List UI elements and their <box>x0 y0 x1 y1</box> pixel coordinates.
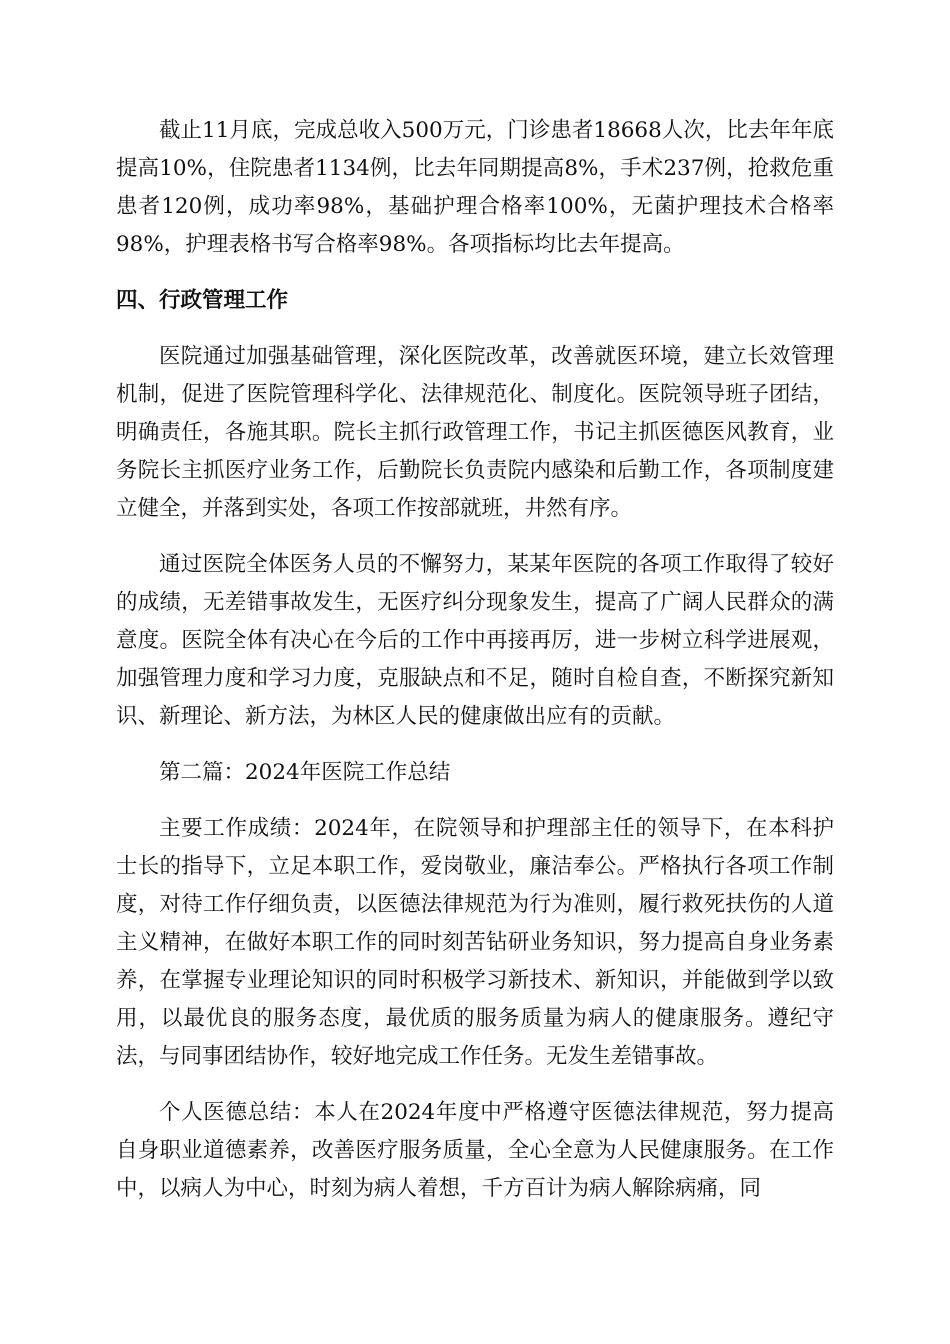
section-heading-administration: 四、行政管理工作 <box>116 288 289 313</box>
paragraph-conclusion: 通过医院全体医务人员的不懈努力，某某年医院的各项工作取得了较好的成绩，无差错事故发生，无医疗纠分现象发生，提高了广阔人民群众的满意度。医院全体有决心在今后的工作中再接再厉，进一步树立科学进展观，加强管理力度和学习力度，克服缺点和不足，随时自检自查，不断探究新知识、新理论、新方法，为林区人民的健康做出应有的贡献。 <box>116 552 834 729</box>
paragraph-administration: 医院通过加强基础管理，深化医院改革，改善就医环境，建立长效管理机制，促进了医院管理科学化、法律规范化、制度化。医院领导班子团结，明确责任，各施其职。院长主抓行政管理工作，书记主抓医德医风教育，业务院长主抓医疗业务工作，后勤院长负责院内感染和后勤工作，各项制度建立健全，并落到实处，各项工作按部就班，井然有序。 <box>116 344 834 521</box>
section-title-part-two: 第二篇：2024年医院工作总结 <box>159 760 451 785</box>
paragraph-statistics: 截止11月底，完成总收入500万元，门诊患者18668人次，比去年年底提高10%，住院患者1134例，比去年同期提高8%，手术237例，抢救危重患者120例，成功率98%，基础护理合格率100%，无菌护理技术合格率98%，护理表格书写合格率98%。各项指标均比去年提高。 <box>116 118 834 257</box>
paragraph-medical-ethics: 个人医德总结：本人在2024年度中严格遵守医德法律规范，努力提高自身职业道德素养，改善医疗服务质量，全心全意为人民健康服务。在工作中，以病人为中心，时刻为病人着想，千方百计为病人解除病痛，同 <box>116 1100 834 1201</box>
document-page <box>116 112 834 1226</box>
paragraph-work-achievements: 主要工作成绩：2024年，在院领导和护理部主任的领导下，在本科护士长的指导下，立足本职工作，爱岗敬业，廉洁奉公。严格执行各项工作制度，对待工作仔细负责，以医德法律规范为行为准则，履行救死扶伤的人道主义精神，在做好本职工作的同时刻苦钻研业务知识，努力提高自身业务素养，在掌握专业理论知识的同时积极学习新技术、新知识，并能做到学以致用，以最优良的服务态度，最优质的服务质量为病人的健康服务。遵纪守法，与同事团结协作，较好地完成工作任务。无发生差错事故。 <box>116 816 834 1069</box>
